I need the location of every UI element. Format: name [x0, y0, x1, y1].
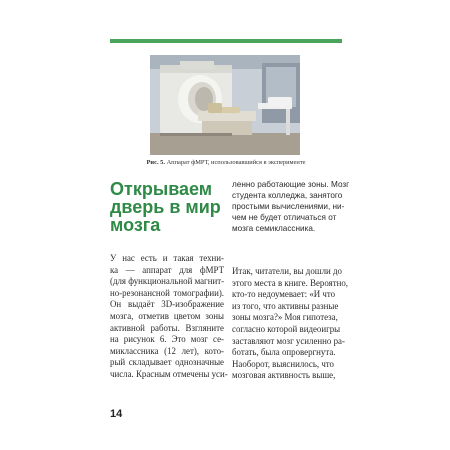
- figure-caption-text: Аппарат фМРТ, использовавшийся в эксперименте: [166, 159, 306, 166]
- text-line: зоны мозга?» Моя гипотеза,: [232, 312, 338, 323]
- fmri-scanner-illustration: [150, 55, 300, 155]
- body-text-right-column: [232, 266, 348, 382]
- text-line: заставляют мозг усиленно ра-: [232, 335, 345, 346]
- fmri-photo: [150, 55, 300, 155]
- heading-line: дверь в мир: [110, 197, 221, 217]
- text-line: студента колледжа, занятого: [232, 191, 343, 200]
- text-line: активной работы. Взгляните: [110, 322, 224, 333]
- figure-caption-label: Рис. 5.: [146, 159, 165, 166]
- section-heading: [110, 180, 230, 234]
- text-line: на рисунок 6. Это мозг се-: [110, 334, 224, 345]
- text-line: мозга семиклассника.: [232, 224, 316, 233]
- text-line: ботать, была опровергнута.: [232, 347, 336, 358]
- text-line: но-резонансной томографии).: [110, 287, 224, 298]
- text-line: Он выдаёт 3D-изображение: [110, 299, 224, 310]
- figure-caption: [110, 159, 342, 167]
- text-line: кто-то недоумевает: «И что: [232, 289, 336, 300]
- text-line: из того, что активны разные: [232, 300, 339, 311]
- page-number: 14: [110, 408, 123, 420]
- text-line: Наоборот, выяснилось, что: [232, 358, 334, 369]
- heading-line: мозга: [110, 215, 161, 235]
- text-line: рый складывает однозначные: [110, 357, 224, 368]
- heading-line: Открываем: [110, 179, 213, 199]
- text-line: Итак, читатели, вы дошли до: [232, 266, 342, 276]
- text-line: согласно которой видеоигры: [232, 323, 341, 334]
- text-line: У нас есть и такая техни-: [110, 253, 224, 263]
- text-line: (для функциональной магнит-: [110, 276, 225, 287]
- top-rule: [110, 39, 342, 43]
- text-line: ленно работающие зоны. Мозг: [232, 180, 350, 189]
- text-line: числа. Красным отмечены уси-: [110, 368, 228, 379]
- text-line: простыми вычислениями, ни-: [232, 202, 345, 211]
- body-text-right-column-top: [232, 179, 350, 234]
- text-line: чем не будет отличаться от: [232, 213, 337, 222]
- body-text-left-column: [110, 253, 228, 381]
- text-line: мозга, отметив цветом зоны: [110, 310, 224, 321]
- text-line: этого места в книге. Вероятно,: [232, 277, 348, 288]
- text-line: ка — аппарат для фМРТ: [110, 264, 224, 275]
- text-line: мозговая активность выше,: [232, 370, 336, 381]
- text-line: миклассника (12 лет), кото-: [110, 345, 224, 356]
